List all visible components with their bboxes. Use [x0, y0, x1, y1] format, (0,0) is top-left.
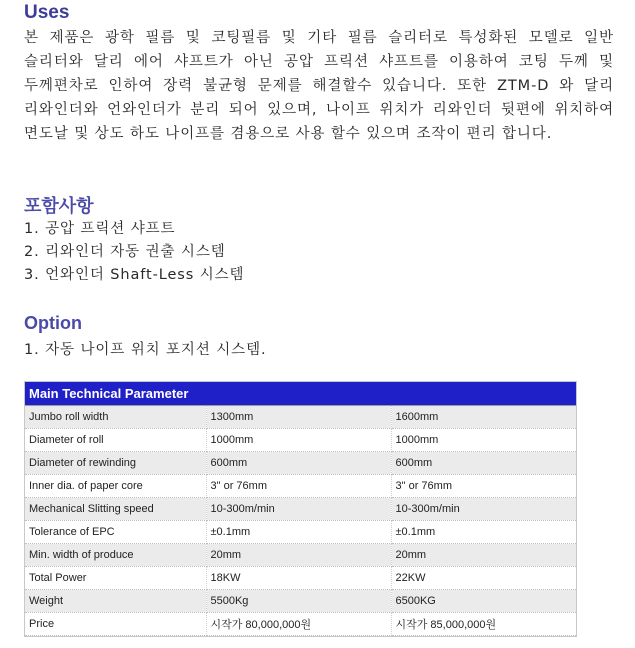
parameter-value: 22KW — [391, 567, 576, 590]
table-row — [25, 475, 576, 498]
parameter-value: 20mm — [206, 544, 391, 567]
list-item: 1. 공압 프릭션 샤프트 — [24, 221, 176, 237]
parameter-label: Min. width of produce — [25, 544, 206, 567]
table-row — [25, 406, 576, 429]
uses-heading: Uses — [24, 2, 70, 23]
parameter-value: 1600mm — [391, 406, 576, 429]
parameter-grid — [25, 406, 576, 636]
table-row — [25, 590, 576, 613]
parameter-table — [24, 381, 577, 637]
list-item: 1. 자동 나이프 위치 포지션 시스템. — [24, 342, 267, 358]
list-item: 3. 언와인더 Shaft-Less 시스템 — [24, 267, 245, 283]
parameter-value: 10-300m/min — [391, 498, 576, 521]
parameter-value: 18KW — [206, 567, 391, 590]
parameter-value: 3" or 76mm — [391, 475, 576, 498]
includes-list — [24, 218, 244, 287]
table-row — [25, 452, 576, 475]
table-row — [25, 567, 576, 590]
table-row — [25, 521, 576, 544]
parameter-value: 시작가 80,000,000원 — [206, 613, 391, 636]
parameter-label: Weight — [25, 590, 206, 613]
parameter-value: ±0.1mm — [391, 521, 576, 544]
parameter-label: Mechanical Slitting speed — [25, 498, 206, 521]
parameter-value: ±0.1mm — [206, 521, 391, 544]
parameter-value: 6500KG — [391, 590, 576, 613]
parameter-value: 5500Kg — [206, 590, 391, 613]
table-row — [25, 429, 576, 452]
parameter-label: Tolerance of EPC — [25, 521, 206, 544]
parameter-value: 1000mm — [206, 429, 391, 452]
parameter-value: 600mm — [206, 452, 391, 475]
option-list — [24, 339, 266, 362]
parameter-value: 20mm — [391, 544, 576, 567]
table-row — [25, 613, 576, 636]
parameter-label: Diameter of roll — [25, 429, 206, 452]
parameter-label: Price — [25, 613, 206, 636]
uses-description: 본 제품은 광학 필름 및 코팅필름 및 기타 필름 슬리터로 특성화된 모델로 일반 슬리터와 달리 에어 샤프트가 아닌 공압 프릭션 샤프트를 이용하여 코팅 두께 및 두께편차로 인하여 장력 불균형 문제를 해결할수 있습니다. 또한 ZTM-D 와 달리 리와인더와 언와인더가 분리 되어 있으며, 나이프 위치가 리와인더 뒷편에 위치하여 면도날 및 상도 하도 나이프를 겸용으로 사용 할수 있으며 조작이 편리 합니다. — [24, 30, 614, 142]
parameter-label: Inner dia. of paper core — [25, 475, 206, 498]
option-heading: Option — [24, 313, 82, 333]
parameter-value: 1300mm — [206, 406, 391, 429]
parameter-value: 1000mm — [391, 429, 576, 452]
parameter-label: Diameter of rewinding — [25, 452, 206, 475]
table-title: Main Technical Parameter — [25, 382, 576, 406]
parameter-label: Total Power — [25, 567, 206, 590]
includes-heading: 포함사항 — [24, 196, 94, 216]
table-row — [25, 498, 576, 521]
table-row — [25, 544, 576, 567]
parameter-value: 600mm — [391, 452, 576, 475]
parameter-value: 시작가 85,000,000원 — [391, 613, 576, 636]
list-item: 2. 리와인더 자동 권출 시스템 — [24, 244, 226, 260]
parameter-value: 10-300m/min — [206, 498, 391, 521]
parameter-label: Jumbo roll width — [25, 406, 206, 429]
parameter-value: 3" or 76mm — [206, 475, 391, 498]
